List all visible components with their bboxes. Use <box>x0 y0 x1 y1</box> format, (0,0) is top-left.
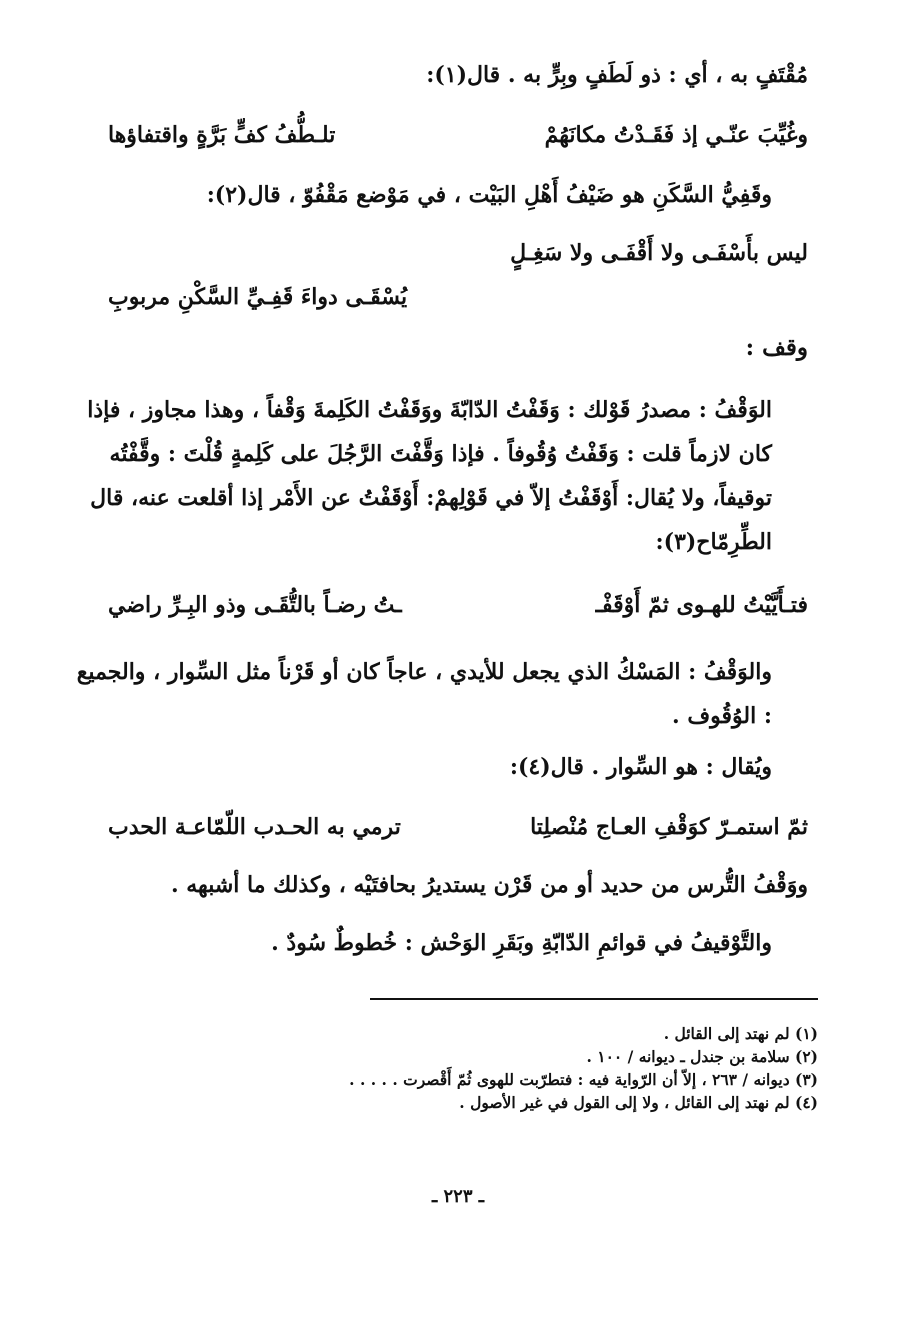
verse-1-second-hemistich: تلـطُّفُ كفٍّ بَرَّةٍ واقتفاؤها <box>108 122 336 148</box>
footnote-1: (١) لم نهتد إلى القائل . <box>663 1024 818 1043</box>
text-line-siwar: ويُقال : هو السِّوار . قال(٤): <box>509 754 772 780</box>
verse-4-first-hemistich: ثمّ استمـرّ كوَقْفِ العـاج مُنْصلِتا <box>530 814 808 840</box>
verse-2-second-hemistich: يُسْقَـى دواءَ قَفِـيِّ السَّكْنِ مربوبِ <box>108 284 408 310</box>
page-number: ـ ٢٢٣ ـ <box>431 1186 485 1207</box>
verse-4 <box>108 814 808 854</box>
paragraph-waqf: الوَقْفُ : مصدرُ قَوْلك : وَقَفْتُ الدّابّةَ ووَقَفْتُ الكَلِمةَ وَقْفاً ، وهذا مجاوز ، فإذا كان لازماً قلت : وَقَفْتُ وُقُوفاً . فإذا وَقَّفْتَ الرَّجُلَ على كَلِمةٍ قُلْتَ : وقَّفْتُه توقيفاً، ولا يُقال: أَوْقَفْتُ إلاّ في قَوْلِهمْ: أَوْقَفْتُ عن الأَمْر إذا أقلعت عنه، قال الطِّرِمّاح(٣): <box>87 397 772 555</box>
verse-1 <box>108 122 808 162</box>
text-line-tawqif: والتَّوْقيفُ في قوائمِ الدّابّةِ وبَقَرِ الوَحْش : خُطوطٌ سُودٌ . <box>271 930 772 956</box>
text-line-qafiy: وقَفِيُّ السَّكَنِ هو ضَيْفُ أَهْلِ البَيْت ، في مَوْضع مَقْفُوّ ، قال(٢): <box>206 182 772 208</box>
footnote-2: (٢) سلامة بن جندل ـ ديوانه / ١٠٠ . <box>586 1047 818 1066</box>
paragraph-maska: والوَقْفُ : المَسْكُ الذي يجعل للأيدي ، عاجاً كان أو قَرْناً مثل السِّوار ، والجميع : الوُقُوف . <box>76 659 772 729</box>
entry-heading-waqf: وقف : <box>745 334 808 361</box>
footnotes <box>118 1022 818 1114</box>
text-line-turs: ووَقْفُ التُّرس من حديد أو من قَرْن يستديرُ بحافتَيْه ، وكذلك ما أشبهه . <box>170 872 808 898</box>
text-line-1: مُقْتَفٍ به ، أي : ذو لَطَفٍ وبِرٍّ به . قال(١): <box>426 62 808 88</box>
verse-2-first-line <box>108 240 808 280</box>
verse-2-second-line <box>108 284 808 324</box>
verse-1-first-hemistich: وغُيِّبَ عنّـي إذ فَقَـدْتُ مكانَهُمْ <box>544 122 808 148</box>
verse-3-second-hemistich: ـتُ رضـاً بالتُّقَـى وذو البِـرِّ راضي <box>108 592 402 618</box>
footnote-3: (٣) ديوانه / ٢٦٣ ، إلاّ أن الرّواية فيه : فتطرّبت للهوى ثُمّ أَقْصرت . . . . . <box>349 1070 818 1089</box>
footnote-4: (٤) لم نهتد إلى القائل ، ولا إلى القول في غير الأصول . <box>459 1093 818 1112</box>
verse-3-first-hemistich: فتـأَيَّيْتُ للهـوى ثمّ أَوْقَفْـ <box>595 592 808 618</box>
verse-4-second-hemistich: ترمي به الحـدب اللّمّاعـة الحدب <box>108 814 401 840</box>
verse-3 <box>108 592 808 632</box>
verse-2-first-hemistich: ليس بأَسْفَـى ولا أَقْفَـى ولا سَغِـلٍ <box>510 240 808 266</box>
footnote-separator <box>370 998 818 1000</box>
